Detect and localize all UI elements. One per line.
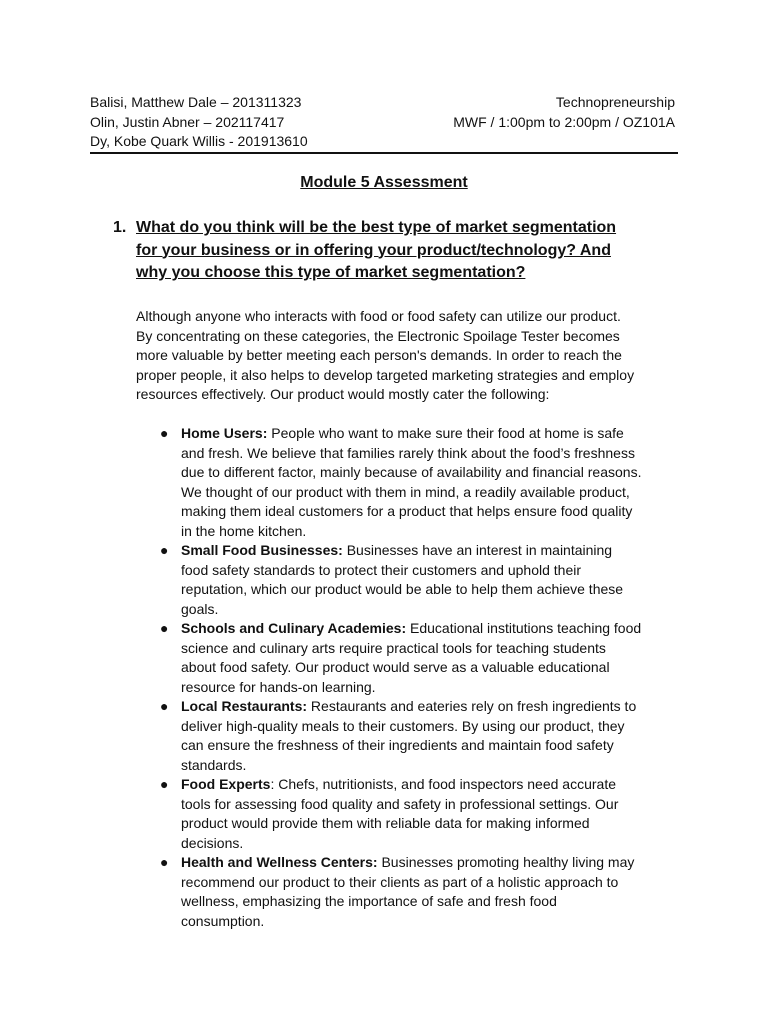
list-item-text: Businesses have an interest in maintaining [342,542,613,558]
list-item-line: reputation, which our product would be able to help them achieve these [181,581,624,597]
course-name: Technopreneurship [555,94,675,110]
bullet-icon: ● [160,542,169,558]
list-item-label: Small Food Businesses: [181,542,343,558]
list-item-line [181,697,684,717]
paragraph-line: proper people, it also helps to develop targeted marketing strategies and employ [136,366,635,383]
bullet-icon: ● [160,425,169,441]
list-item-line: consumption. [181,912,265,929]
list-item-line: science and culinary arts require practical tools for teaching students [181,639,606,656]
list-item-line: about food safety. Our product would serve as a valuable educational [181,659,610,675]
bullet-icon: ● [160,620,169,636]
list-item [156,697,684,775]
question-line: why you choose this type of market segmentation? [136,264,526,281]
list-item-line: deliver high-quality meals to their customers. By using our product, they [181,717,625,734]
list-item-line: standards. [181,756,247,773]
header-divider [90,152,678,154]
list-item-text: People who want to make sure their food at home is safe [267,425,624,441]
list-item-line: making them ideal customers for a product that helps ensure food quality [181,503,633,519]
page-title: Module 5 Assessment [300,174,468,191]
list-item-label: Local Restaurants: [181,698,308,714]
list-item-text: : Chefs, nutritionists, and food inspectors need accurate [270,776,616,792]
list-item-line [181,541,684,561]
list-item-line: can ensure the freshness of their ingredients and maintain food safety [181,737,614,753]
intro-paragraph [136,307,682,405]
bullet-icon: ● [160,776,169,792]
list-item [156,853,684,931]
list-item-line [181,775,684,795]
student-name: Olin, Justin Abner – 202117417 [90,113,285,130]
paragraph-line: more valuable by better meeting each person's demands. In order to reach the [136,347,622,364]
student-name: Dy, Kobe Quark Willis - 201913610 [90,133,308,149]
list-item [156,424,684,541]
paragraph-line: By concentrating on these categories, the Electronic Spoilage Tester becomes [136,327,620,344]
list-item-line: recommend our product to their clients as part of a holistic approach to [181,873,619,890]
list-item-line: resource for hands-on learning. [181,678,376,695]
bullet-icon: ● [160,698,169,714]
list-item-line: We thought of our product with them in mind, a readily available product, [181,483,630,500]
list-item-line: decisions. [181,834,244,851]
list-item-line: food safety standards to protect their customers and uphold their [181,561,582,578]
list-item-line: in the home kitchen. [181,522,307,539]
list-item-line [181,853,684,873]
list-item-text: Restaurants and eateries rely on fresh ingredients to [307,698,637,714]
question-text [136,217,676,285]
list-item-line: wellness, emphasizing the importance of safe and fresh food [181,893,557,909]
paragraph-line: Although anyone who interacts with food or food safety can utilize our product. [136,308,621,324]
list-item-label: Health and Wellness Centers: [181,854,378,870]
list-item-label: Food Experts [181,776,271,792]
list-item [156,619,684,697]
list-item-line [181,619,684,639]
list-item-line: goals. [181,600,219,617]
student-name: Balisi, Matthew Dale – 201311323 [90,94,302,110]
list-item-line: and fresh. We believe that families rarely think about the food’s freshness [181,444,635,461]
segment-list [156,424,684,931]
course-info [453,93,675,132]
list-item-text: Businesses promoting healthy living may [377,854,635,870]
list-item-line [181,424,684,444]
question-line: for your business or in offering your product/technology? And [136,241,611,259]
list-item-text: Educational institutions teaching food [406,620,642,636]
list-item-label: Schools and Culinary Academies: [181,620,407,636]
course-schedule: MWF / 1:00pm to 2:00pm / OZ101A [453,113,675,130]
question-line: What do you think will be the best type of market segmentation [136,219,617,236]
list-item-line: product would provide them with reliable data for making informed [181,815,590,831]
question-number: 1. [113,219,127,236]
list-item [156,541,684,619]
paragraph-line: resources effectively. Our product would mostly cater the following: [136,386,550,403]
bullet-icon: ● [160,854,169,870]
list-item [156,775,684,853]
list-item-label: Home Users: [181,425,268,441]
student-names [90,93,308,152]
list-item-line: tools for assessing food quality and safety in professional settings. Our [181,795,619,812]
list-item-line: due to different factor, mainly because of availability and financial reasons. [181,464,642,480]
